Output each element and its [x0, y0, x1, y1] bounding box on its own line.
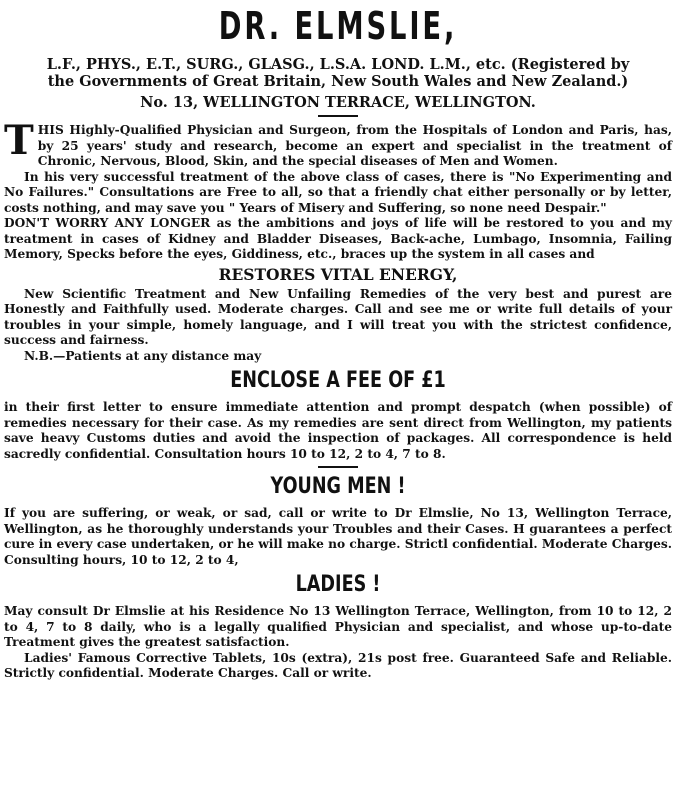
worry-lead: DON'T WORRY ANY LONGER [4, 216, 211, 230]
treatment-paragraph: New Scientific Treatment and New Unfailing Remedies of the very best and purest are Honestly and Faithfully used. Moderate charges. Call and see me or write full details of your troubles in your simple, homely language, and I will treat you with the strictest confidence, success and fairness. [4, 286, 672, 347]
divider-rule [318, 466, 358, 468]
worry-text: as the ambitions and joys of life will be restored to you and my treatment in cases of Kidney and Bladder Diseases, Back-ache, Lumbago, Insomnia, Failing Memory, Specks before the eyes, Giddiness, etc., braces up the system in all cases and [4, 216, 672, 261]
fee-heading: ENCLOSE A FEE OF £1 [230, 368, 446, 393]
nb-paragraph: N.B.—Patients at any distance may [24, 348, 262, 363]
ladies-paragraph: May consult Dr Elmslie at his Residence No 13 Wellington Terrace, Wellington, from 10 to 12, 2 to 4, 7 to 8 daily, who is a legally qualified Physician and specialist, and whose up-to-date Treatment gives the greatest satisfaction. [4, 604, 672, 649]
success-paragraph: In his very successful treatment of the above class of cases, there is "No Experimenting and No Failures." Consultations are Free to all, so that a friendly chat either personally or by letter, costs nothing, and may save you " Years of Misery and Suffering, so none need Despair." [4, 169, 672, 215]
young-men-paragraph: If you are suffering, or weak, or sad, call or write to Dr Elmslie, No 13, Wellington Terrace, Wellington, as he thoroughly understands your Troubles and their Cases. H guarantees a perfect cure in every case undertaken, or he will make no charge. Strictl confidential. Moderate Charges. Consulting hours, 10 to 12, 2 to 4, [4, 506, 672, 567]
ladies-heading: LADIES ! [295, 572, 381, 597]
worry-paragraph [4, 216, 672, 263]
address-line: No. 13, WELLINGTON TERRACE, WELLINGTON. [140, 94, 536, 111]
vital-energy-heading: RESTORES VITAL ENERGY, [218, 264, 458, 284]
drop-cap-letter: T [4, 117, 34, 164]
qualifications-line: L.F., PHYS., E.T., SURG., GLASG., L.S.A. LOND. L.M., etc. (Registered by the Governments of Great Britain, New South Wales and New Zealand.) [46, 56, 630, 90]
tablets-paragraph: Ladies' Famous Corrective Tablets, 10s (extra), 21s post free. Guaranteed Safe and Reliable. Strictly confidential. Moderate Charges. Call or write. [4, 650, 672, 680]
divider-rule [318, 115, 358, 117]
young-men-heading: YOUNG MEN ! [270, 474, 406, 499]
fee-paragraph: in their first letter to ensure immediate attention and prompt despatch (when possible) of remedies necessary for their case. As my remedies are sent direct from Wellington, my patients save heavy Customs duties and avoid the inspection of packages. All correspondence is held sacredly confidential. Consultation hours 10 to 12, 2 to 4, 7 to 8. [4, 400, 672, 461]
doctor-name-title: DR. ELMSLIE, [218, 4, 458, 48]
intro-text: HIS Highly-Qualified Physician and Surgeon, from the Hospitals of London and Paris, has, by 25 years' study and research, become an expert and specialist in the treatment of Chronic, Nervous, Blood, Skin, and the special diseases of Men and Women. [37, 123, 672, 168]
intro-paragraph [4, 117, 672, 170]
